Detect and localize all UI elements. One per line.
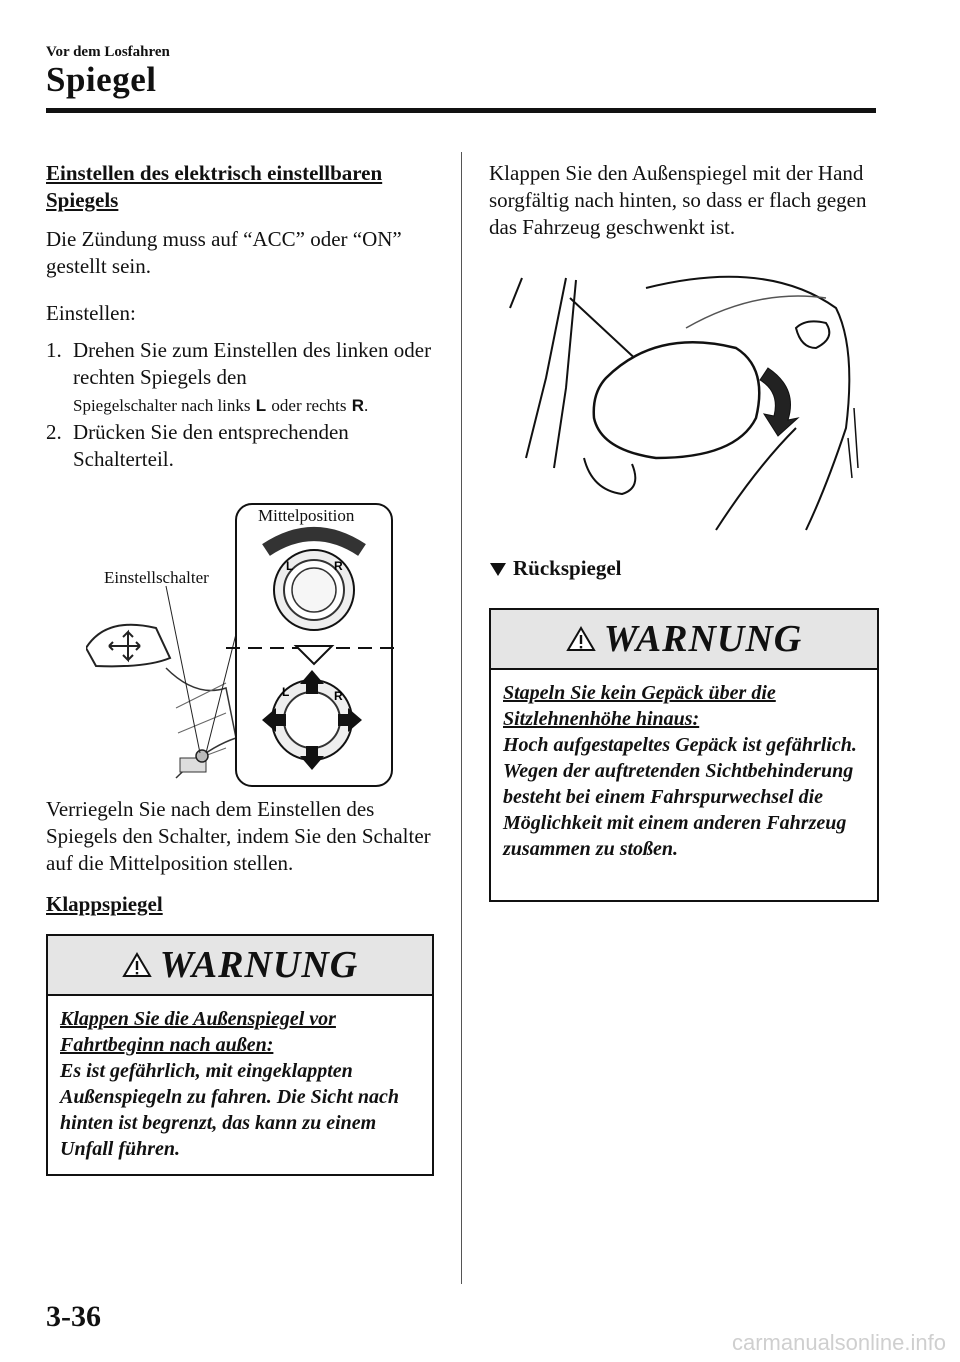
warning-triangle-icon [122, 952, 152, 978]
triangle-marker-icon [489, 561, 507, 577]
warning-lead: Stapeln Sie kein Gepäck über die Sitzlehnenhöhe hinaus: [503, 682, 776, 730]
left-letter-icon: L [255, 396, 267, 415]
step-text: oder rechts [271, 396, 347, 415]
warning-title: WARNUNG [159, 944, 359, 986]
warning-title: WARNUNG [603, 618, 803, 660]
list-item [46, 337, 446, 419]
step-number: 2. [46, 420, 62, 444]
page-title: Spiegel [46, 60, 157, 99]
subheading: Klappspiegel [46, 892, 163, 916]
watermark: carmanualsonline.info [731, 1330, 946, 1355]
mirror-switch-illustration [86, 498, 398, 790]
paragraph: Die Zündung muss auf “ACC” oder “ON” gestellt sein. [46, 227, 402, 278]
section-heading: Einstellen des elektrisch einstellbaren Spiegels [46, 161, 383, 212]
left-column [46, 160, 446, 473]
svg-text:L: L [286, 559, 294, 573]
folding-mirror-figure [506, 268, 862, 532]
figure-label-mittelposition: Mittelposition [258, 506, 355, 525]
fold-rotation-arrow-icon [760, 368, 798, 436]
mirror-switch-figure [86, 498, 398, 790]
warning-body [48, 996, 432, 1176]
warning-body [491, 670, 877, 876]
figure-label-einstellschalter: Einstellschalter [104, 568, 209, 587]
steps-list [46, 337, 446, 473]
step-text: Drücken Sie den entsprechenden Schalterteil. [73, 420, 349, 471]
step-text: . [364, 396, 369, 415]
paragraph: Verriegeln Sie nach dem Einstellen des Spiegels den Schalter, indem Sie den Schalter auf die Mittelposition stellen. [46, 797, 431, 875]
step-text: Drehen Sie zum Einstellen des linken oder rechten Spiegels den [73, 338, 432, 389]
right-letter-icon: R [351, 396, 364, 415]
right-paragraph: Klappen Sie den Außenspiegel mit der Hand sorgfältig nach hinten, so dass er flach gegen das Fahrzeug geschwenkt ist. [489, 161, 867, 239]
warning-text: Hoch aufgestapeltes Gepäck ist gefährlich. Wegen der auftretenden Sichtbehinderung besteht bei einem Fahrspurwechsel die Möglichkeit mit einem anderen Fahrzeug zusammen zu stoßen. [503, 734, 857, 860]
warning-box [46, 934, 434, 1176]
page-number: 3-36 [46, 1300, 101, 1333]
step-number: 1. [46, 338, 62, 362]
header-rule [46, 108, 876, 113]
svg-text:R: R [334, 559, 343, 573]
warning-header [48, 936, 432, 996]
warning-triangle-icon [566, 626, 596, 652]
svg-text:R: R [334, 689, 343, 703]
paragraph: Einstellen: [46, 301, 136, 325]
folding-mirror-illustration [506, 268, 862, 532]
warning-header [491, 610, 877, 670]
list-item [46, 419, 446, 473]
warning-box [489, 608, 879, 902]
left-column-lower [46, 796, 446, 918]
section-title [489, 556, 622, 581]
step-text: Spiegelschalter nach links [73, 396, 251, 415]
section-label: Vor dem Losfahren [46, 44, 170, 60]
warning-lead: Klappen Sie die Außenspiegel vor Fahrtbeginn nach außen: [60, 1008, 336, 1056]
column-divider [461, 152, 462, 1284]
svg-text:L: L [282, 685, 290, 699]
section-title-text: Rückspiegel [513, 556, 622, 580]
warning-text: Es ist gefährlich, mit eingeklappten Außenspiegeln zu fahren. Die Sicht nach hinten ist begrenzt, das kann zu einem Unfall führen. [60, 1060, 399, 1160]
